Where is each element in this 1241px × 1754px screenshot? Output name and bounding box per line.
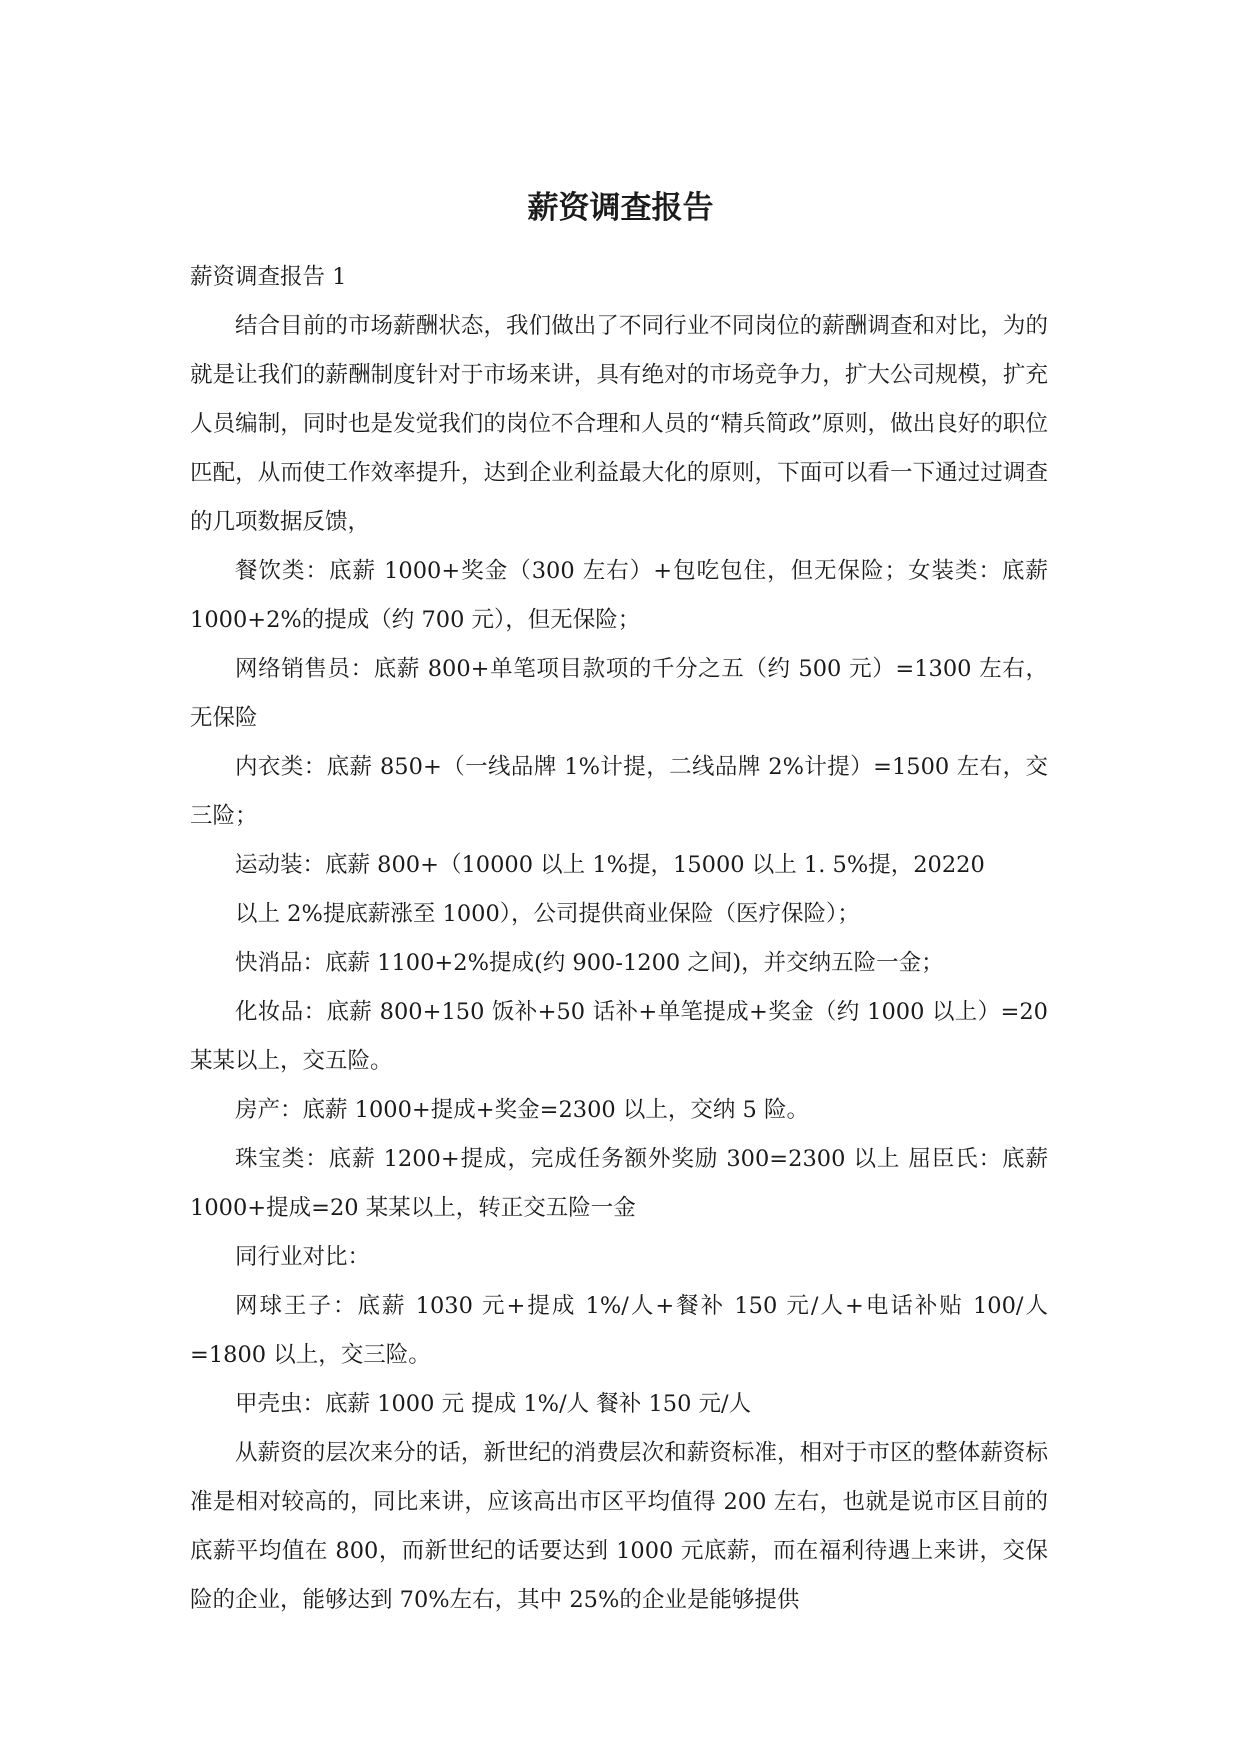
salary-level-paragraph: 从薪资的层次来分的话，新世纪的消费层次和薪资标准，相对于市区的整体薪资标准是相对较高的，同比来讲，应该高出市区平均值得 200 左右，也就是说市区目前的底薪平均值在 800，而新世纪的话要达到 1000 元底薪，而在福利待遇上来讲，交保险的企业，能够达到 70%左右，其中 25%的企业是能够提供 xyxy=(190,1440,1048,1613)
cosmetics-paragraph: 化妆品：底薪 800+150 饭补+50 话补+单笔提成+奖金（约 1000 以上）=20 某某以上，交五险。 xyxy=(190,999,1048,1074)
online-sales-paragraph: 网络销售员：底薪 800+单笔项目款项的千分之五（约 500 元）=1300 左右，无保险 xyxy=(190,656,1048,731)
sportswear-line-2: 以上 2%提底薪涨至 1000），公司提供商业保险（医疗保险）； xyxy=(235,901,860,927)
sportswear-line-1: 运动装：底薪 800+（10000 以上 1%提，15000 以上 1. 5%提，20220 xyxy=(235,852,985,878)
peer-comparison-heading: 同行业对比： xyxy=(235,1244,371,1270)
section-heading: 薪资调查报告 1 xyxy=(190,264,347,290)
underwear-paragraph: 内衣类：底薪 850+（一线品牌 1%计提，二线品牌 2%计提）=1500 左右，交三险； xyxy=(190,754,1048,829)
jewelry-watsons-paragraph: 珠宝类：底薪 1200+提成，完成任务额外奖励 300=2300 以上 屈臣氏：底薪 1000+提成=20 某某以上，转正交五险一金 xyxy=(190,1146,1048,1221)
fmcg-paragraph: 快消品：底薪 1100+2%提成(约 900-1200 之间)，并交纳五险一金； xyxy=(235,950,944,976)
catering-womenswear-paragraph: 餐饮类：底薪 1000+奖金（300 左右）+包吃包住，但无保险；女装类：底薪 1000+2%的提成（约 700 元），但无保险； xyxy=(190,558,1048,633)
intro-paragraph: 结合目前的市场薪酬状态，我们做出了不同行业不同岗位的薪酬调查和对比，为的就是让我们的薪酬制度针对于市场来讲，具有绝对的市场竞争力，扩大公司规模，扩充人员编制，同时也是发觉我们的岗位不合理和人员的“精兵简政”原则，做出良好的职位匹配，从而使工作效率提升，达到企业利益最大化的原则，下面可以看一下通过过调查的几项数据反馈， xyxy=(190,313,1048,535)
beetle-paragraph: 甲壳虫：底薪 1000 元 提成 1%/人 餐补 150 元/人 xyxy=(235,1391,752,1417)
tennis-prince-paragraph: 网球王子：底薪 1030 元+提成 1%/人+餐补 150 元/人+电话补贴 100/人=1800 以上，交三险。 xyxy=(190,1293,1048,1368)
document-body xyxy=(190,253,1048,1625)
document-title: 薪资调查报告 xyxy=(527,190,714,226)
real-estate-paragraph: 房产：底薪 1000+提成+奖金=2300 以上，交纳 5 险。 xyxy=(235,1097,810,1123)
